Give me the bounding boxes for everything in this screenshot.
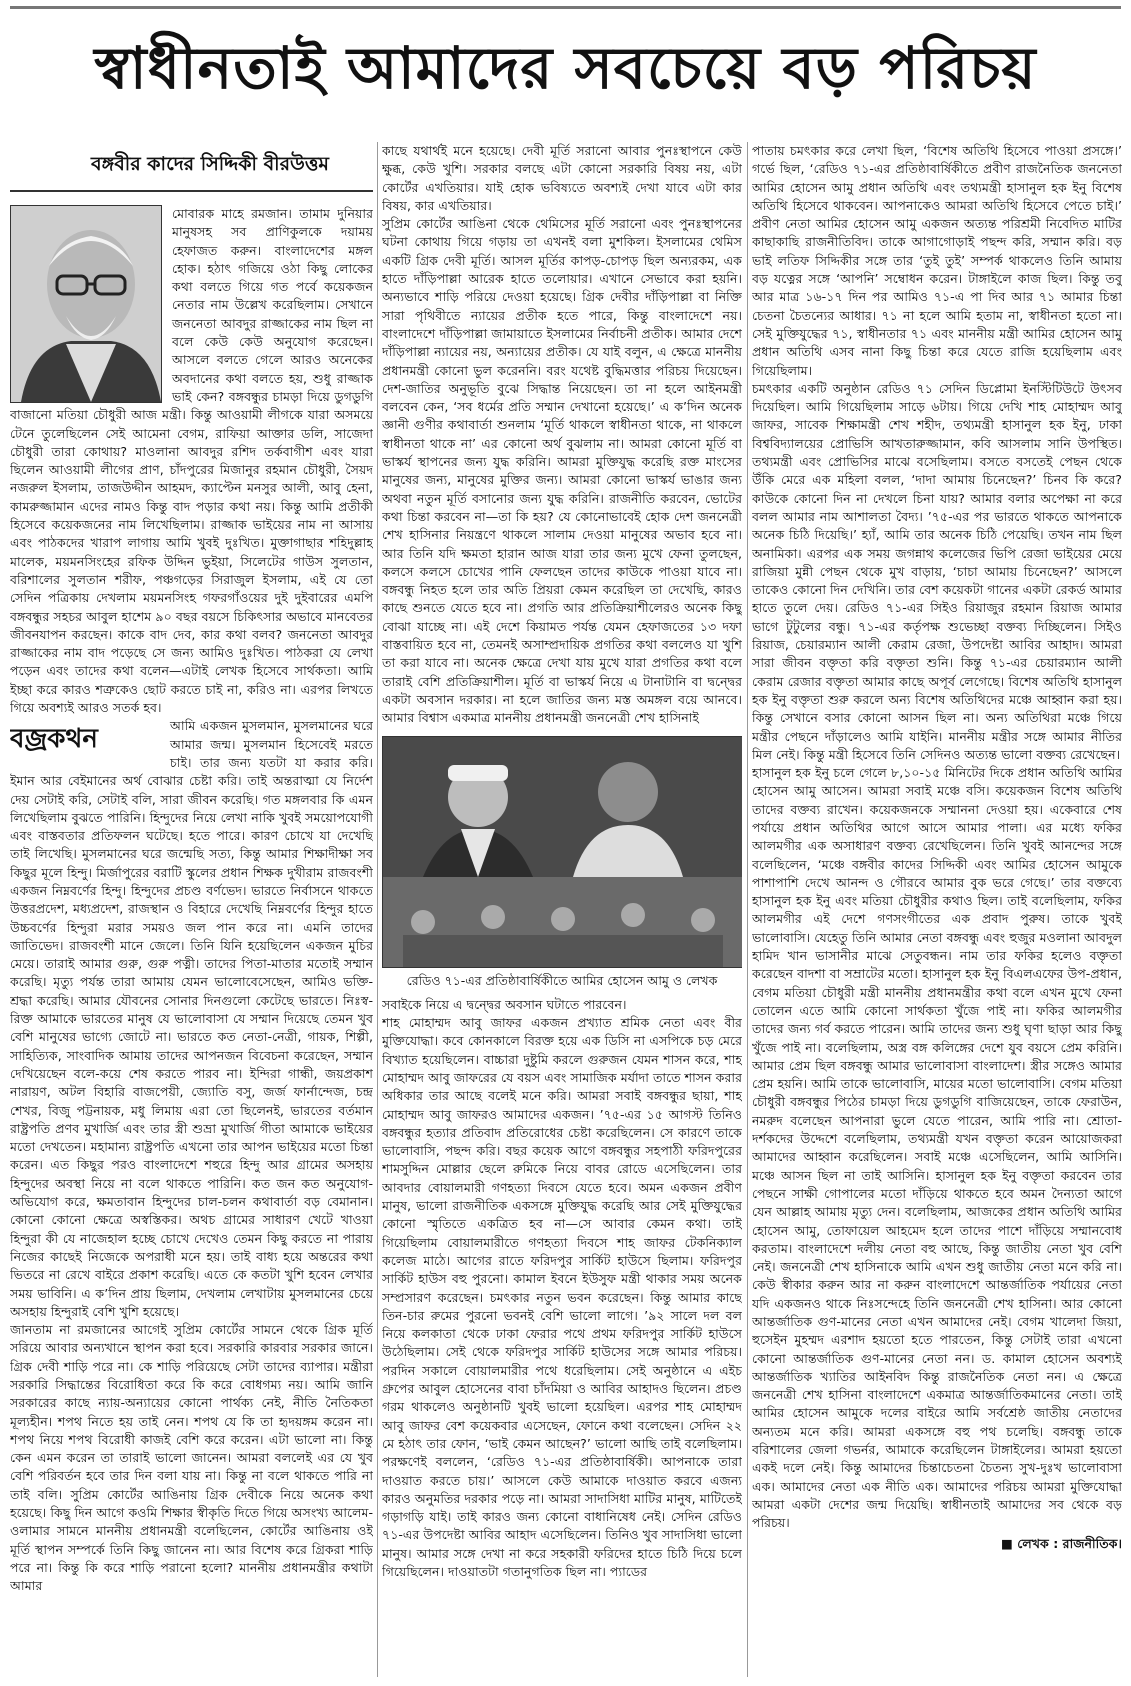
article-paragraph: চমৎকার একটি অনুষ্ঠান রেডিও ৭১ সেদিন ডিপ্লোমা ইনস্টিটিউটে উৎসব দিয়েছিল। আমি গিয়েছিলাম সাড়ে ৬টায়। গিয়ে দেখি শাহ মোহাম্মদ আবু জাফর, সাবেক শিক্ষামন্ত্রী শেখ শহীদ, তথ্যমন্ত্রী হাসানুল হক ইনু, ঢাকা বিশ্ববিদ্যালয়ের প্রোভিসি আখতারুজ্জামান, কবি আসলাম সানি উপস্থিত। তথ্যমন্ত্রী এবং প্রোভিসির মাঝে বসেছিলাম। বসতে বসতেই পেছন থেকে উঁকি মেরে এক মহিলা বলল, ‘দাদা আমায় চিনেছেন?’ চিনব কি করে? কাউকে কোনো দিন না দেখলে চিনা যায়? আমার বলার অপেক্ষা না করে বলল আমার নাম আশালতা বৈদ্য। ’৭৫-এর পর ভারতে থাকতে আপনাকে অনেক চিঠি দিয়েছি।’ হ্যাঁ, আমি তার অনেক চিঠি পেয়েছি। তখন নাম ছিল অনামিকা। এরপর এক সময় জগন্নাথ কলেজের ভিপি রেজা ভাইয়ের মেয়ে রাজিয়া মুন্নী পেছন থেকে মুখ বাড়ায়, ‘চাচা আমায় চিনেছেন?’ আসলে তাকেও কোনো দিন দেখিনি। তার বেশ কয়েকটা গানের একটা রেকর্ড আমার হাতে তুলে দেয়। রেডিও ৭১-এর সিইও রিয়াজুর রহমান রিয়াজ আমার ভাগে টুটুলের বন্ধু। ৭১-এর কর্তৃপক্ষ শুভেচ্ছা বক্তব্য দিচ্ছিলেন। সিইও রিয়াজ, চেয়ারম্যান আলী কেরাম রেজা, উপদেষ্টা আবির আহাদ। আমরা সারা জীবন বক্তৃতা করি বক্তৃতা শুনি। কিন্তু ৭১-এর চেয়ারম্যান আলী কেরাম রেজার বক্তৃতা আমার কাছে অপূর্ব লেগেছে। বিশেষ অতিথি হাসানুল হক ইনু বক্তৃতা শুরু করলে অন্য বিশেষ অতিথিদের মঞ্চে আহ্বান করা হয়। কিন্তু সেখানে বসার কোনো আসন ছিল না। অন্য অতিথিরা মঞ্চে গিয়ে মন্ত্রীর পেছনে দাঁড়ালেও আমি যাইনি। মাননীয় মন্ত্রীর সঙ্গে আমার নীতির মিল নেই। কিন্তু মন্ত্রী হিসেবে তিনি সেদিনও অত্যন্ত ভালো বক্তব্য রেখেছেন।	[752, 380, 1122, 762]
author-portrait-image	[11, 206, 161, 402]
article-paragraph: জানতাম না রমজানের আগেই সুপ্রিম কোর্টের সামনে থেকে গ্রিক মূর্তি সরিয়ে আবার অন্যখানে স্থাপন করা হবে। সরকারি কারবার সরকার জানে। গ্রিক দেবী শাড়ি পরে না। কে শাড়ি পরিয়েছে সেটা তাদের ব্যাপার। মন্ত্রীরা সরকারি সিদ্ধান্তের বিরোধিতা করে কি করে বোধগম্য নয়। আমি জানি সরকারের কাছে ন্যায়-অন্যায়ের কোনো পার্থক্য নেই, নীতি নৈতিকতা মূল্যহীন। শপথ নিতে হয় তাই নেন। শপথ যে কি তা হৃদয়ঙ্গম করেন না। শপথ নিয়ে শপথ বিরোধী কাজই বেশি করে করেন। এটা ভালো না। কিন্তু কেন এমন করেন তা তারাই ভালো জানেন। আমরা বললেই এর যে খুব বেশি পরিবর্তন হবে তার দিন বলা যায় না। কিন্তু না বলে থাকতে পারি না তাই বলি। সুপ্রিম কোর্টের আঙিনায় গ্রিক দেবীকে নিয়ে অনেক কথা হয়েছে। কিছু দিন আগে কওমি শিক্ষার স্বীকৃতি দিতে গিয়ে অসংখ্য আলেম-ওলামার সামনে মাননীয় প্রধানমন্ত্রী বলেছিলেন, কোর্টের আঙিনায় ওই মূর্তি স্থাপন সম্পর্কে তিনি কিছু জানেন না। আর বিশেষ করে গ্রিকরা শাড়ি পরে না। কিন্তু কি করে শাড়ি পরানো হলো? মাননীয় প্রধানমন্ত্রীর কথাটা আমার	[10, 1322, 373, 1594]
column-divider	[747, 142, 748, 1677]
article-paragraph: সবাইকে নিয়ে এ দ্বন্দ্বের অবসান ঘটাতে পারবেন।	[382, 996, 627, 1012]
column-divider	[377, 142, 378, 1677]
article-paragraph: আমি একজন মুসলমান, মুসলমানের ঘরে আমার জন্ম। মুসলমান হিসেবেই মরতে চাই। তার জন্য যতটা যা করার করি। ইমান আর বেইমানের অর্থ বোঝার চেষ্টা করি। তাই অন্তরাত্মা যে নির্দেশ দেয় সেটাই করি, সেটাই বলি, সারা জীবন করেছি। গত মঙ্গলবার কি এমন লিখেছিলাম বুঝতে পারিনি। হিন্দুদের নিয়ে লেখা নাকি খুবই সময়োপযোগী এবং বাস্তবতার প্রতিফলন ঘটেছে। হতে পারে। কারণ চোখে যা দেখেছি তাই লিখেছি। মুসলমানের ঘরে জন্মেছি সত্য, কিন্তু আমার শিক্ষাদীক্ষা সব কিছুর মূলে হিন্দু। মির্জাপুরের বরাটি স্কুলের প্রধান শিক্ষক দুখীরাম রাজবংশী একজন নিম্নবর্ণের হিন্দু। হিন্দুদের প্রচণ্ড বর্ণভেদ। ভারতে নির্বাসনে থাকতে উত্তরপ্রদেশ, মধ্যপ্রদেশ, রাজস্থান ও বিহারে দেখেছি নিম্নবর্ণের হিন্দুর হাতে উচ্চবর্ণের হিন্দুরা মরার সময়ও জল পান করে না। এমনি তাদের জাতিভেদ। রাজবংশী মানে জেলে। তিনি যিনি হয়েছিলেন একজন মুচির মেয়ে। তারাই আমার গুরু, গুরু পত্নী। তাদের পিতা-মাতার মতোই সম্মান করেছি। মৃত্যু পর্যন্ত তারা আমায় যেমন ভালোবেসেছেন, আমিও ভক্তি-শ্রদ্ধা করেছি। আমার যৌবনের সোনার দিনগুলো কেটেছে ভারতে। নিঃস্ব-রিক্ত আমাকে ভারতের মানুষ যে ভালোবাসা যে সম্মান দিয়েছে তেমন খুব বেশি মানুষের ভাগ্যে জোটে না। ভারতে কত নেতা-নেত্রী, গায়ক, শিল্পী, সাহিত্যিক, সাংবাদিক আমায় তাদের আপনজন বিবেচনা করেছেন, সম্মান দেখিয়েছেন বলে-কয়ে শেষ করতে পারব না। ইন্দিরা গান্ধী, জয়প্রকাশ নারায়ণ, অটল বিহারি বাজপেয়ী, জ্যোতি বসু, জর্জ ফার্নান্দেজ, চন্দ্র শেখর, বিজু পট্টনায়ক, মধু লিমায় এরা তো ছিলেনই, ভারতের বর্তমান রাষ্ট্রপতি প্রণব মুখার্জি এবং তার স্ত্রী শুভ্রা মুখার্জি গীতা আমাকে ভাইয়ের মতো দেখতেন। মহামান্য রাষ্ট্রপতি এখনো তার আপন ভাইয়ের মতো চিন্তা করেন। এত কিছুর পরও বাংলাদেশে শহুরে হিন্দু আর গ্রামের অসহায় হিন্দুদের অবস্থা নিয়ে না বলে থাকতে পারিনি। কত জন কত অনুযোগ-অভিযোগ করে, ক্ষমতাবান হিন্দুদের চাল-চলন কথাবার্তা বড় বেমানান। কোনো কোনো ক্ষেত্রে অস্বস্তিকর। অথচ গ্রামের সাধারণ খেটে খাওয়া হিন্দুরা কী যে নাজেহাল হচ্ছে চোখে দেখেও তেমন কিছু করতে না পারায় নিজের কাছেই নিজেকে অপরাধী মনে হয়। তাই বাধ্য হয়ে অন্তরের কথা ভিতরে না রেখে বাইরে প্রকাশ করেছি। এতে কে কতটা খুশি হবেন লেখার সময় ভাবিনি। এ ক’দিন প্রায় ছিলাম, দেখলাম লেখাটায় মুসলমানের চেয়ে অসহায় হিন্দুরাই বেশি খুশি হয়েছে।	[10, 718, 373, 1319]
column-name: বজ্রকথন	[10, 724, 98, 755]
top-rule	[10, 6, 1121, 9]
headline: স্বাধীনতাই আমাদের সবচেয়ে বড় পরিচয়	[94, 34, 1037, 102]
article-paragraph: মোবারক মাহে রমজান। তামাম দুনিয়ার মানুষসহ সব প্রাণিকুলকে দয়াময় হেফাজত করুন। বাংলাদেশের মঙ্গল হোক। হঠাৎ গজিয়ে ওঠা কিছু লোকের কথা বলতে গিয়ে গত পর্বে কয়েকজন নেতার নাম উল্লেখ করেছিলাম। সেখানে জননেতা আবদুর রাজ্জাকের নাম ছিল না বলে কেউ কেউ অনুযোগ করেছেন। আসলে বলতে গেলে আরও অনেকের অবদানের কথা বলতে হয়, শুধু রাজ্জাক ভাই কেন? বঙ্গবন্ধুর চামড়া দিয়ে ডুগডুগি বাজানো মতিয়া চৌধুরী আজ মন্ত্রী। কিন্তু আওয়ামী লীগকে যারা অসময়ে টেনে তুলেছিলেন সেই আমেনা বেগম, রাফিয়া আক্তার ডলি, সাজেদা চৌধুরী তারা কোথায়? মাওলানা আবদুর রশিদ তর্কবাগীশ এবং যারা ছিলেন আওয়ামী লীগের প্রাণ, চাঁদপুরের মিজানুর রহমান চৌধুরী, সৈয়দ নজরুল ইসলাম, তাজউদ্দীন আহমদ, ক্যাপ্টেন মনসুর আলী, আবু হেনা, কামরুজ্জামান এদের নামও কিন্তু বাদ পড়ার কথা নয়। কিন্তু আমি প্রতীকী হিসেবে কয়েকজনের নাম লিখেছিলাম। রাজ্জাক ভাইয়ের নাম না আসায় এবং পাঠকদের খারাপ লাগায় আমি খুবই দুঃখিত। মুক্তাগাছার শহিদুল্লাহ মালেক, ময়মনসিংহের রফিক উদ্দিন ভুইয়া, সিলেটের গাউস সুলতান, বরিশালের সুলতান শরীফ, পঞ্চগড়ের সিরাজুল ইসলাম, এই যে তো সেদিন পত্রিকায় দেখলাম ময়মনসিংহ গফরগাঁওয়ের দুই দুইবারের এমপি বঙ্গবন্ধুর সহচর আবুল হাশেম ৯০ বছর বয়সে চিকিৎসার অভাবে মানবেতর জীবনযাপন করছেন। কাকে বাদ দেব, কার কথা বলব? জননেতা আবদুর রাজ্জাকের নাম বাদ পড়েছে সে জন্য আমিও দুঃখিত। পাঠকরা যে লেখা পড়েন এবং তাদের কথা বলেন—এটাই লেখক হিসেবে সার্থকতা। আমি ইচ্ছা করে কারও শত্রুকেও ছোট করতে চাই না, করিও না। এরপর লিখতে গিয়ে অবশ্যই আরও সতর্ক হব।	[10, 206, 373, 716]
event-photo	[382, 736, 742, 968]
article-paragraph: সুপ্রিম কোর্টের আঙিনা থেকে থেমিসের মূর্তি সরানো এবং পুনঃস্থাপনের ঘটনা কোথায় গিয়ে গড়ায় তা এখনই বলা মুশকিল। ইসলামের থেমিস একটি গ্রিক দেবী মূর্তি। আসল মূর্তির কাপড়-চোপড় ছিল অন্যরকম, এক হাতে দাঁড়িপাল্লা আরেক হাতে তলোয়ার। এখানে সেভাবে করা হয়নি। অন্যভাবে শাড়ি পরিয়ে দেওয়া হয়েছে। গ্রিক দেবীর দাঁড়িপাল্লা বা নিক্তি সারা পৃথিবীতে ন্যায়ের প্রতীক হতে পারে, কিন্তু বাংলাদেশে নয়। বাংলাদেশে দাঁড়িপাল্লা জামায়াতে ইসলামের নির্বাচনী প্রতীক। আমার দেশে দাঁড়িপাল্লা ন্যায়ের নয়, অন্যায়ের প্রতীক। যে যাই বলুন, এ ক্ষেত্রে মাননীয় প্রধানমন্ত্রী কোনো ভুল করেননি। বরং যথেষ্ট বুদ্ধিমত্তার পরিচয় দিয়েছেন। দেশ-জাতির অনুভূতি বুঝে সিদ্ধান্ত নিয়েছেন। তা না হলে আইনমন্ত্রী বলবেন কেন, ‘সব ধর্মের প্রতি সম্মান দেখানো হয়েছে।’ এ ক’দিন অনেক জ্ঞানী গুণীর কথাবার্তা শুনলাম ‘মূর্তি থাকলে স্বাধীনতা থাকে, না থাকলে স্বাধীনতা থাকে না’ এর কোনো অর্থ বুঝলাম না। আমরা কোনো মূর্তি বা ভাস্কর্য স্থাপনের জন্য যুদ্ধ করিনি। আমরা মুক্তিযুদ্ধ করেছি রক্ত মাংসের মানুষের জন্য, মানুষের মুক্তির জন্য। আমরা কোনো ভাস্কর্য ভাঙার জন্য অথবা নতুন মূর্তি বসানোর জন্য যুদ্ধ করিনি। রাজনীতি করবেন, ভোটের কথা চিন্তা করবেন না—তা কি হয়? যে কোনোভাবেই হোক দেশ জননেত্রী শেখ হাসিনার নিয়ন্ত্রণে থাকলে সালাম দেওয়া মানুষের অভাব হবে না। আর তিনি যদি ক্ষমতা হারান আজ যারা তার জন্য মুখে ফেনা তুলছেন, কলসে কলসে চোখের পানি ফেলছেন তাদের কাউকে পাওয়া যাবে না। বঙ্গবন্ধু নিহত হলে তার অতি প্রিয়রা কেমন করেছিল তা দেখেছি, কারও কাছে শুনতে যেতে হবে না। প্রগতি আর প্রতিক্রিয়াশীলেরও অনেক কিছু বোঝা যাচ্ছে না। এই দেশে কিয়ামত পর্যন্ত যেমন হেফাজতের ১৩ দফা বাস্তবায়িত হবে না, তেমনই অসাম্প্রদায়িক প্রগতির কথা বললেও যা খুশি তা করা যাবে না। অনেক ক্ষেত্রে দেখা যায় মুখে যারা প্রগতির কথা বলে তারাই বেশি প্রতিক্রিয়াশীল। মূর্তি বা ভাস্কর্য নিয়ে এ টানাটানি বা দ্বন্দ্বের একটা অবসান দরকার। না হলে জাতির জন্য মস্ত অমঙ্গল বয়ে আনবে। আমার বিশ্বাস একমাত্র মাননীয় প্রধানমন্ত্রী জননেত্রী শেখ হাসিনাই	[382, 216, 742, 726]
article-paragraph: কাছে যথার্থই মনে হয়েছে। দেবী মূর্তি সরানো আবার পুনঃস্থাপনে কেউ ক্ষুব্ধ, কেউ খুশি। সরকার বলছে এটা কোনো সরকারি বিষয় নয়, এটা কোর্টের এখতিয়ার। যাই হোক ভবিষ্যতে অবশ্যই দেখা যাবে এটা কার বিষয়, কার এখতিয়ার।	[382, 143, 742, 213]
photo-caption: রেডিও ৭১-এর প্রতিষ্ঠাবার্ষিকীতে আমির হোসেন আমু ও লেখক	[406, 972, 718, 988]
byline-rule	[10, 190, 373, 192]
byline: বঙ্গবীর কাদের সিদ্দিকী বীরউত্তম	[91, 153, 329, 175]
article-column-2	[382, 142, 742, 1675]
author-note: ■ লেখক : রাজনীতিক।	[1001, 1535, 1122, 1551]
author-portrait	[10, 205, 162, 403]
article-column-1	[10, 205, 373, 1675]
article-paragraph: শাহ মোহাম্মদ আবু জাফর একজন প্রখ্যাত শ্রমিক নেতা এবং বীর মুক্তিযোদ্ধা। কবে কোনকালে বিরক্ত হয়ে এক ডিসি না এসপিকে চড় মেরে বিখ্যাত হয়েছিলেন। বাচ্চারা দুষ্টুমি করলে গুরুজন যেমন শাসন করে, শাহ মোহাম্মদ আবু জাফরের যে বয়স এবং সামাজিক মর্যাদা তাতে শাসন করার অধিকার তার আছে বলেই মনে করি। আমরা সবাই বঙ্গবন্ধুর ছায়া, শাহ মোহাম্মদ আবু জাফরও আমাদের একজন। ’৭৫-এর ১৫ আগস্ট তিনিও বঙ্গবন্ধুর হত্যার প্রতিবাদ প্রতিরোধের চেষ্টা করেছিলেন। সে কারণে তাকে ভালোবাসি, পছন্দ করি। বছর কয়েক আগে বঙ্গবন্ধুর সহপাঠী ফরিদপুরের শামসুদ্দিন মোল্লার ছেলে রুমিকে নিয়ে বাবর রোডে এসেছিলেন। তার আবদার বোয়ালমারী গণহত্যা দিবসে যেতে হবে। অমন একজন প্রবীণ মানুষ, ভালো রাজনীতিক একসঙ্গে মুক্তিযুদ্ধ করেছি আর সেই মুক্তিযুদ্ধের কোনো স্মৃতিতে একত্রিত হব না—সে আবার কেমন কথা। তাই গিয়েছিলাম বোয়ালমারীতে গণহত্যা দিবসে শাহ জাফর টেকনিক্যাল কলেজ মাঠে। আগের রাতে ফরিদপুর সার্কিট হাউসে ছিলাম। ফরিদপুর সার্কিট হাউস বহু পুরনো। কামাল ইবনে ইউসুফ মন্ত্রী থাকার সময় অনেক সম্প্রসারণ করেছেন। চমৎকার নতুন ভবন করেছেন। কিন্তু আমার কাছে তিন-চার রুমের পুরনো ভবনই বেশি ভালো লাগে। ’৯২ সালে দল বল নিয়ে কলকাতা থেকে ঢাকা ফেরার পথে প্রথম ফরিদপুর সার্কিট হাউসে উঠেছিলাম। সেই থেকে ফরিদপুর সার্কিট হাউসের সঙ্গে আমার পরিচয়। পরদিন সকালে বোয়ালমারীর পথে ধরেছিলাম। সেই অনুষ্ঠানে এ এইচ গ্রুপের আবুল হোসেনের বাবা চাঁদমিয়া ও আবির আহাদও ছিলেন। প্রচণ্ড গরম থাকলেও অনুষ্ঠানটি খুবই ভালো হয়েছিল। এরপর শাহ মোহাম্মদ আবু জাফর বেশ কয়েকবার এসেছেন, ফোনে কথা বলেছেন। সেদিন ২২ মে হঠাৎ তার ফোন, ‘ভাই কেমন আছেন?’ ভালো আছি তাই বলেছিলাম। পরক্ষণেই বললেন, ‘রেডিও ৭১-এর প্রতিষ্ঠাবার্ষিকী। আপনাকে তারা দাওয়াত করতে চায়।’ আসলে কেউ আমাকে দাওয়াত করবে এজন্য কারও অনুমতির দরকার পড়ে না। আমরা সাদাসিধা মাটির মানুষ, মাটিতেই গড়াগড়ি যাই। তাই কারও জন্য কোনো বাধানিষেধ নেই। সেদিন রেডিও ৭১-এর উপদেষ্টা আবির আহাদ এসেছিলেন। তিনিও খুব সাদাসিধা ভালো মানুষ। আমার সঙ্গে দেখা না করে সহকারী ফরিদের হাতে চিঠি দিয়ে চলে গিয়েছিলেন। দাওয়াতটা গতানুগতিক ছিল না। প্যাডের	[382, 1015, 742, 1579]
article-paragraph: পাতায় চমৎকার করে লেখা ছিল, ‘বিশেষ অতিথি হিসেবে পাওয়া প্রসঙ্গে।’ গর্ভে ছিল, ‘রেডিও ৭১-এর প্রতিষ্ঠাবার্ষিকীতে প্রবীণ রাজনৈতিক জননেতা আমির হোসেন আমু প্রধান অতিথি এবং তথ্যমন্ত্রী হাসানুল হক ইনু বিশেষ অতিথি হিসেবে থাকবেন। আপনাকেও আমরা অতিথি হিসেবে পেতে চাই।’ প্রবীণ নেতা আমির হোসেন আমু একজন অত্যন্ত পরিশ্রমী নিবেদিত মাটির কাছাকাছি রাজনীতিবিদ। তাকে আগাগোড়াই পছন্দ করি, সম্মান করি। বড় ভাই লতিফ সিদ্দিকীর সঙ্গে তার ‘তুই তুই’ সম্পর্ক থাকলেও তিনি আমায় বড় যত্নের সঙ্গে ‘আপনি’ সম্বোধন করেন। টাঙ্গাইলে কাজ ছিল। কিন্তু তবু আর মাত্র ১৬-১৭ দিন পর আমিও ৭১-এ পা দিব আর ৭১ আমার চিন্তা চেতনা চৈতন্যের আধার। ৭১ না হলে আমি হতাম না, স্বাধীনতা হতো না। সেই মুক্তিযুদ্ধের ৭১, স্বাধীনতার ৭১ এবং মাননীয় মন্ত্রী আমির হোসেন আমু প্রধান অতিথি এসব নানা কিছু চিন্তা করে যেতে রাজি হয়েছিলাম এবং গিয়েছিলাম।	[752, 143, 1122, 378]
event-photo-image	[383, 737, 742, 967]
article-column-3	[752, 142, 1122, 1675]
article-paragraph: হাসানুল হক ইনু চলে গেলে ৮,১০-১৫ মিনিটের দিকে প্রধান অতিথি আমির হোসেন আমু আসেন। আমরা সবাই মঞ্চে বসি। কয়েকজন বিশেষ অতিথি তাদের বক্তব্য রাখেন। কয়েকজনকে সম্মাননা দেওয়া হয়। একেবারে শেষ পর্যায়ে প্রধান অতিথির আগে আসে আমার পালা। এর মধ্যে ফকির আলমগীর এক অসাধারণ বক্তব্য রেখেছিলেন। তিনি খুবই আনন্দের সঙ্গে বলেছিলেন, ‘মঞ্চে বঙ্গবীর কাদের সিদ্দিকী এবং আমির হোসেন আমুকে পাশাপাশি দেখে আনন্দ ও গৌরবে আমার বুক ভরে গেছে।’ তার বক্তব্যে হাসানুল হক ইনু এবং মতিয়া চৌধুরীর কথাও ছিল। তাই বলেছিলাম, ফকির আলমগীর এই দেশে গণসংগীতের এক প্রবাদ পুরুষ। তাকে খুবই ভালোবাসি। যেহেতু তিনি আমার নেতা বঙ্গবন্ধু এবং হুজুর মওলানা আবদুল হামিদ খান ভাসানীর মাঝে সেতুবন্ধন। নাম তার ফকির হলেও বক্তৃতা করেছেন বাদশা বা সম্রাটের মতো। হাসানুল হক ইনু বিএলএফের উপ-প্রধান, বেগম মতিয়া চৌধুরী মন্ত্রী মাননীয় প্রধানমন্ত্রীর কথা বলে এখন মুখে ফেনা তোলেন এতে আমি কোনো সার্থকতা খুঁজে পাই না। ফকির আলমগীর তাদের জন্য গর্ব করতে পারেন। আমি তাদের জন্য শুধু ঘৃণা ছাড়া আর কিছু খুঁজে পাই না। বলেছিলাম, অস্ত্র বঙ্গ কলিঙ্গের দেশে যুব বয়সে প্রেম করিনি। আমার প্রেম ছিল বঙ্গবন্ধু আমার ভালোবাসা বাংলাদেশ। স্ত্রীর সঙ্গেও আমার প্রেম হয়নি। আমি তাকে ভালোবাসি, মায়ের মতো ভালোবাসি। বেগম মতিয়া চৌধুরী বঙ্গবন্ধুর পিঠের চামড়া দিয়ে ডুগডুগি বাজিয়েছেন, তাকে ফেরাউন, নমরুদ বলেছেন আপনারা ভুলে যেতে পারেন, আমি পারি না। শ্রোতা-দর্শকদের উদ্দেশে বলেছিলাম, তথ্যমন্ত্রী যখন বক্তৃতা করেন আয়োজকরা আমাদের আহ্বান করেছিলেন। সবাই মঞ্চে এসেছিলেন, আমি আসিনি। মঞ্চে আসন ছিল না তাই আসিনি। হাসানুল হক ইনু বক্তৃতা করবেন তার পেছনে সাক্ষী গোপালের মতো দাঁড়িয়ে থাকতে হবে অমন দৈন্যতা আগে যেন আল্লাহ আমায় মৃত্যু দেন। বলেছিলাম, আজকের প্রধান অতিথি আমির হোসেন আমু, তোফায়েল আহমেদ হলে তাদের পাশে দাঁড়িয়ে সম্মানবোধ করতাম। বাংলাদেশে দলীয় নেতা বহু আছে, কিন্তু জাতীয় নেতা খুব বেশি নেই। জননেত্রী শেখ হাসিনাকে আমি এখন শুধু জাতীয় নেতা মনে করি না। কেউ স্বীকার করুন আর না করুন বাংলাদেশে আন্তর্জাতিক পর্যায়ের নেতা যদি একজনও থাকে নিঃসন্দেহে তিনি জননেত্রী শেখ হাসিনা। আর কোনো আন্তর্জাতিক গুণ-মানের নেতা এখন আমাদের নেই। বেগম খালেদা জিয়া, হুসেইন মুহম্মদ এরশাদ হয়তো হতে পারতেন, কিন্তু সেটাই তারা এখনো কোনো আন্তর্জাতিক গুণ-মানের নেতা নন। ড. কামাল হোসেন অবশ্যই আন্তর্জাতিক খ্যাতির আইনবিদ কিন্তু রাজনৈতিক নেতা নন। এ ক্ষেত্রে জননেত্রী শেখ হাসিনা বাংলাদেশে একমাত্র আন্তর্জাতিকমানের নেতা। তাই আমির হোসেন আমুকে দলের বাইরে আমি সর্বশ্রেষ্ঠ জাতীয় নেতাদের অন্যতম মনে করি। আমরা একসঙ্গে বহু পথ চলেছি। বঙ্গবন্ধু তাকে বরিশালের জেলা গভর্নর, আমাকে করেছিলেন টাঙ্গাইলের। আমরা হয়তো একই দলে নেই। কিন্তু আমাদের চিন্তাচেতনা চৈতন্য সুখ-দুঃখ ভালোবাসা এক। আমাদের নেতা এক নীতি এক। আমাদের পরিচয় আমরা মুক্তিযোদ্ধা আমরা একটা দেশের জন্ম দিয়েছি। স্বাধীনতাই আমাদের সব থেকে বড় পরিচয়।	[752, 765, 1122, 1531]
